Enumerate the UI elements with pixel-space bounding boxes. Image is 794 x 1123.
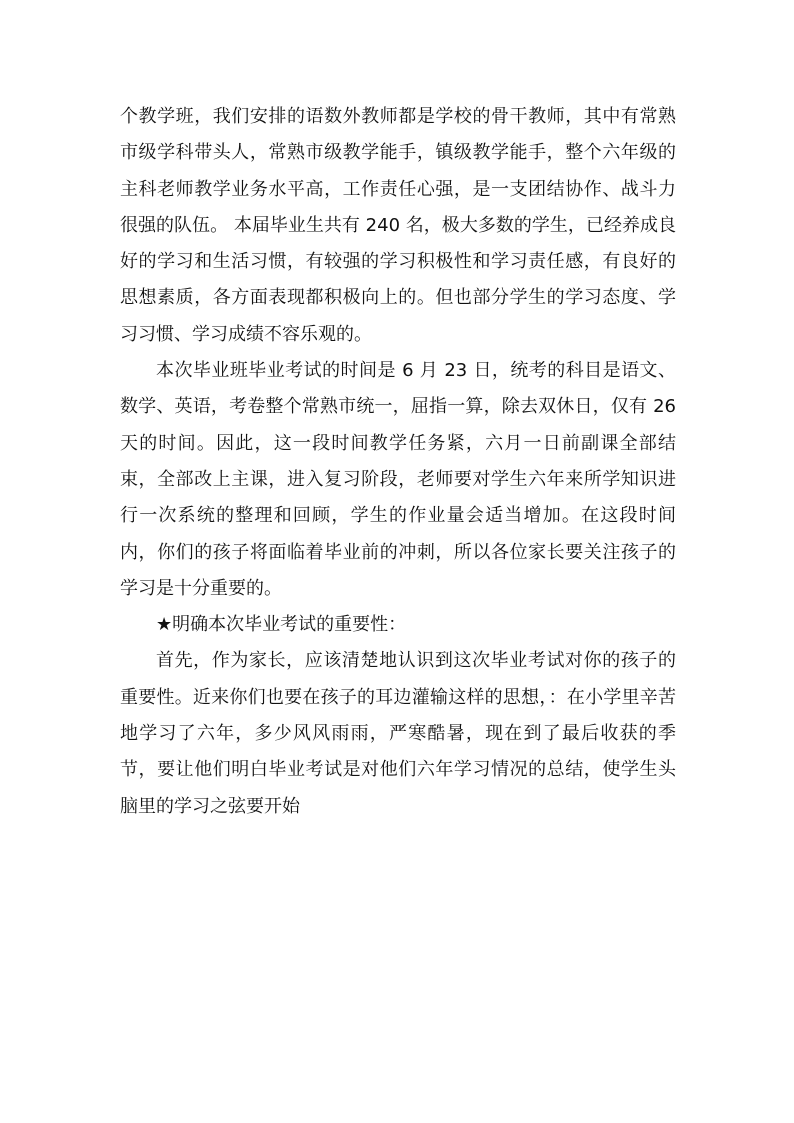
paragraph-parent-awareness: 首先，作为家长，应该清楚地认识到这次毕业考试对你的孩子的重要性。近来你们也要在孩子的耳边灌输这样的思想，：在小学里辛苦地学习了六年，多少风风雨雨，严寒酷暑，现在到了最后收获的季节，要让他们明白毕业考试是对他们六年学习情况的总结，使学生头脑里的学习之弦要开始 [120,650,676,817]
paragraph-teachers-and-students: 个教学班，我们安排的语数外教师都是学校的骨干教师，其中有常熟市级学科带头人，常熟市级教学能手，镇级教学能手，整个六年级的主科老师教学业务水平高，工作责任心强，是一支团结协作、战斗力很强的队伍。 本届毕业生共有 240 名，极大多数的学生，已经养成良好的学习和生活习惯，有较强的学习积极性和学习责任感，有良好的思想素质，各方面表现都积极向上的。但也部分学生的学习态度、学习习惯、学习成绩不容乐观的。 [120,106,676,345]
document-body [120,99,676,825]
paragraph-exam-schedule: 本次毕业班毕业考试的时间是 6 月 23 日，统考的科目是语文、数学、英语，考卷整个常熟市统一，屈指一算，除去双休日，仅有 26 天的时间。因此，这一段时间教学任务紧，六月一日前副课全部结束，全部改上主课，进入复习阶段，老师要对学生六年来所学知识进行一次系统的整理和回顾，学生的作业量会适当增加。在这段时间内，你们的孩子将面临着毕业前的冲刺，所以各位家长要关注孩子的学习是十分重要的。 [120,360,676,599]
section-heading-exam-importance: ★明确本次毕业考试的重要性： [156,614,407,636]
